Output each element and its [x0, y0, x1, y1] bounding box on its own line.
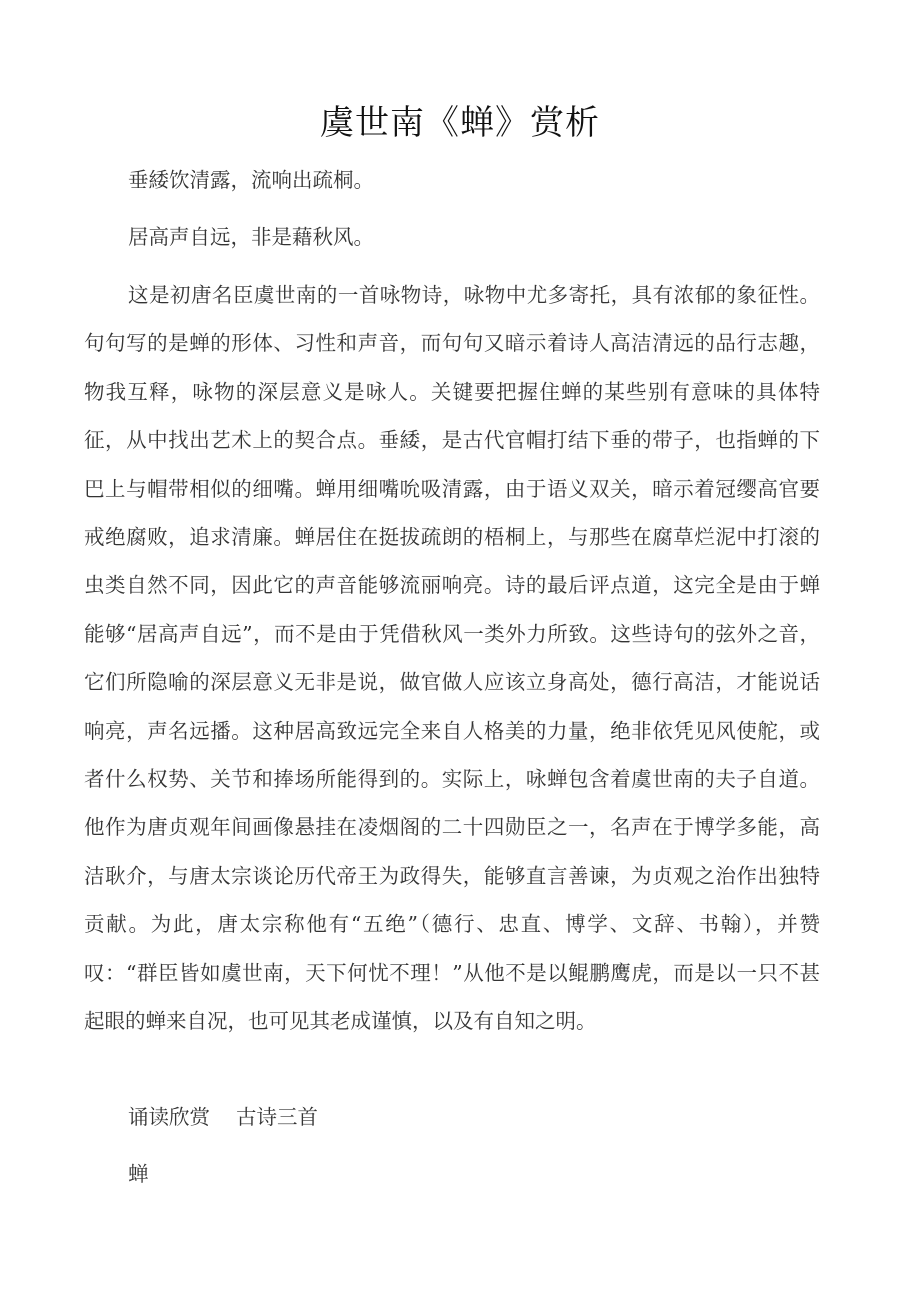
- poem-line-2: 居高声自远，非是藉秋风。: [128, 225, 374, 249]
- section-subheading: 古诗三首: [236, 1105, 318, 1129]
- analysis-paragraph: 这是初唐名臣虞世南的一首咏物诗，咏物中尤多寄托，具有浓郁的象征性。句句写的是蝉的形体、习性和声音，而句句又暗示着诗人高洁清远的品行志趣，物我互释，咏物的深层意义是咏人。关键要把握住蝉的某些别有意味的具体特征，从中找出艺术上的契合点。垂緌，是古代官帽打结下垂的带子，也指蝉的下巴上与帽带相似的细嘴。蝉用细嘴吮吸清露，由于语义双关，暗示着冠缨高官要戒绝腐败，追求清廉。蝉居住在挺拔疏朗的梧桐上，与那些在腐草烂泥中打滚的虫类自然不同，因此它的声音能够流丽响亮。诗的最后评点道，这完全是由于蝉能够“居高声自远”，而不是由于凭借秋风一类外力所致。这些诗句的弦外之音，它们所隐喻的深层意义无非是说，做官做人应该立身高处，德行高洁，才能说话响亮，声名远播。这种居高致远完全来自人格美的力量，绝非依凭见风使舵，或者什么权势、关节和捧场所能得到的。实际上，咏蝉包含着虞世南的夫子自道。他作为唐贞观年间画像悬挂在凌烟阁的二十四勋臣之一，名声在于博学多能，高洁耿介，与唐太宗谈论历代帝王为政得失，能够直言善谏，为贞观之治作出独特贡献。为此，唐太宗称他有“五绝”（德行、忠直、博学、文辞、书翰），并赞叹：“群臣皆如虞世南，天下何忧不理！”从他不是以鲲鹏鹰虎，而是以一只不甚起眼的蝉来自况，也可见其老成谨慎，以及有自知之明。: [84, 283, 820, 1034]
- section-heading-line: [84, 1101, 820, 1133]
- poem-line-1: 垂緌饮清露，流响出疏桐。: [128, 168, 374, 192]
- document-title: 虞世南《蝉》赏析: [320, 103, 600, 143]
- section-heading: 诵读欣赏: [128, 1105, 210, 1129]
- next-poem-title: 蝉: [128, 1162, 149, 1186]
